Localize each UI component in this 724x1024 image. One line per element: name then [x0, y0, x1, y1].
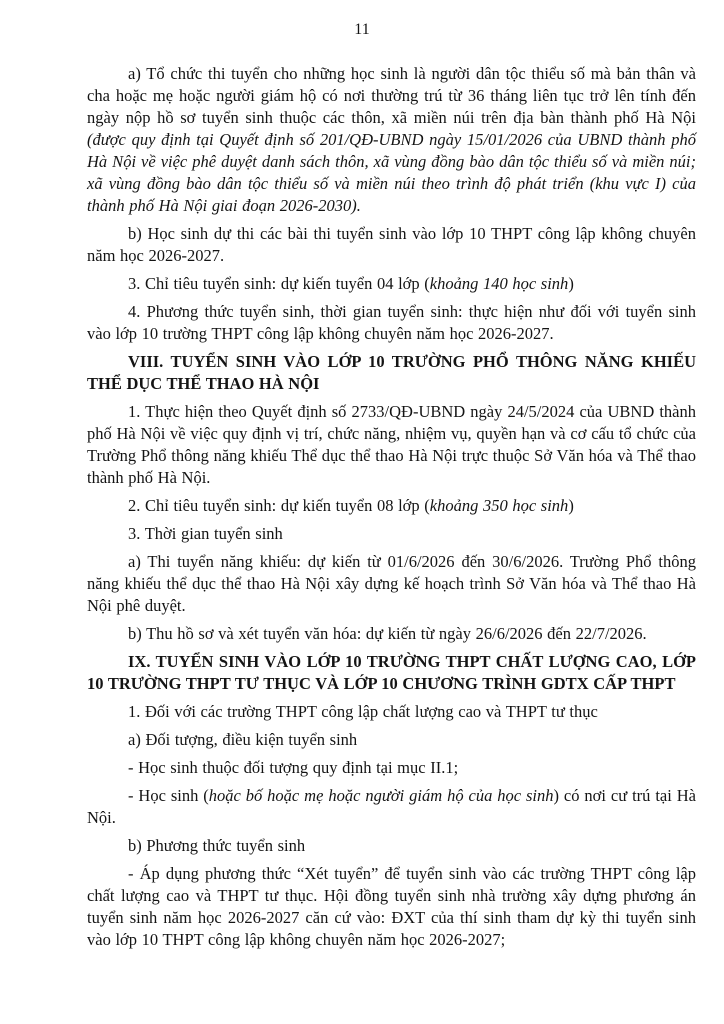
text-run: ) — [568, 274, 574, 293]
text-run: b) Thu hồ sơ và xét tuyển văn hóa: dự kiến từ ngày 26/6/2026 đến 22/7/2026. — [128, 624, 647, 643]
text-run: a) Thi tuyển năng khiếu: dự kiến từ 01/6/2026 đến 30/6/2026. Trường Phổ thông năng khiếu thể dục thể thao Hà Nội xây dựng kế hoạch trình Sở Văn hóa và Thể thao Hà Nội phê duyệt. — [87, 552, 696, 615]
text-run: 3. Chỉ tiêu tuyển sinh: dự kiến tuyển 04 lớp ( — [128, 274, 430, 293]
text-run: IX. TUYỂN SINH VÀO LỚP 10 TRƯỜNG THPT CHẤT LƯỢNG CAO, LỚP 10 TRƯỜNG THPT TƯ THỤC VÀ LỚP 10 CHƯƠNG TRÌNH GDTX CẤP THPT — [87, 652, 696, 693]
paragraph — [87, 223, 696, 267]
text-run: - Học sinh thuộc đối tượng quy định tại mục II.1; — [128, 758, 459, 777]
paragraph — [87, 63, 696, 217]
text-run-italic: khoảng 140 học sinh — [429, 274, 569, 293]
text-run: b) Phương thức tuyển sinh — [128, 836, 306, 855]
text-run: 1. Thực hiện theo Quyết định số 2733/QĐ-UBND ngày 24/5/2024 của UBND thành phố Hà Nội về việc quy định vị trí, chức năng, nhiệm vụ, quyền hạn và cơ cấu tổ chức của Trường Phổ thông năng khiếu Thể dục thể thao Hà Nội trực thuộc Sở Văn hóa và Thể thao thành phố Hà Nội. — [87, 402, 696, 487]
text-run: 2. Chỉ tiêu tuyển sinh: dự kiến tuyển 08 lớp ( — [128, 496, 430, 515]
section-heading — [87, 351, 696, 395]
text-run: a) Tổ chức thi tuyển cho những học sinh là người dân tộc thiểu số mà bản thân và cha hoặc mẹ hoặc người giám hộ có nơi thường trú từ 36 tháng liên tục trở lên tính đến ngày nộp hồ sơ tuyển sinh thuộc các thôn, xã miền núi trên địa bàn thành phố Hà Nội — [87, 64, 696, 127]
text-run-italic: khoảng 350 học sinh — [429, 496, 569, 515]
paragraph — [87, 551, 696, 617]
text-run: ) — [568, 496, 574, 515]
paragraph — [87, 785, 696, 829]
text-run: b) Học sinh dự thi các bài thi tuyển sinh vào lớp 10 THPT công lập không chuyên năm học 2026-2027. — [87, 224, 696, 265]
text-run: - Áp dụng phương thức “Xét tuyển” để tuyển sinh vào các trường THPT công lập chất lượng cao và THPT tư thục. Hội đồng tuyển sinh nhà trường xây dựng phương án tuyển sinh năm học 2026-2027 căn cứ vào: ĐXT của thí sinh tham dự kỳ thi tuyển sinh vào lớp 10 THPT công lập không chuyên năm học 2026-2027; — [87, 864, 696, 949]
paragraph — [87, 757, 696, 779]
text-run: VIII. TUYỂN SINH VÀO LỚP 10 TRƯỜNG PHỔ THÔNG NĂNG KHIẾU THỂ DỤC THỂ THAO HÀ NỘI — [87, 352, 696, 393]
document-body — [87, 63, 696, 951]
text-run: 1. Đối với các trường THPT công lập chất lượng cao và THPT tư thục — [128, 702, 598, 721]
paragraph — [87, 729, 696, 751]
paragraph — [87, 273, 696, 295]
text-run: ) có nơi cư trú tại Hà Nội. — [87, 786, 696, 827]
paragraph — [87, 863, 696, 951]
paragraph — [87, 523, 696, 545]
text-run: a) Đối tượng, điều kiện tuyển sinh — [128, 730, 358, 749]
text-run: 3. Thời gian tuyển sinh — [128, 524, 283, 543]
page-number: 11 — [354, 21, 370, 38]
paragraph — [87, 835, 696, 857]
text-run-italic: (được quy định tại Quyết định số 201/QĐ-UBND ngày 15/01/2026 của UBND thành phố Hà Nội về việc phê duyệt danh sách thôn, xã vùng đồng bào dân tộc thiểu số và miền núi; xã vùng đồng bào dân tộc thiểu số và miền núi theo trình độ phát triển (khu vực I) của thành phố Hà Nội giai đoạn 2026-2030). — [87, 130, 696, 215]
paragraph — [87, 401, 696, 489]
section-heading — [87, 651, 696, 695]
paragraph — [87, 623, 696, 645]
paragraph — [87, 301, 696, 345]
paragraph — [87, 701, 696, 723]
text-run-italic: hoặc bố hoặc mẹ hoặc người giám hộ của học sinh — [208, 786, 554, 805]
text-run: 4. Phương thức tuyển sinh, thời gian tuyển sinh: thực hiện như đối với tuyển sinh vào lớp 10 trường THPT công lập không chuyên năm học 2026-2027. — [87, 302, 696, 343]
paragraph — [87, 495, 696, 517]
text-run: - Học sinh ( — [128, 786, 209, 805]
